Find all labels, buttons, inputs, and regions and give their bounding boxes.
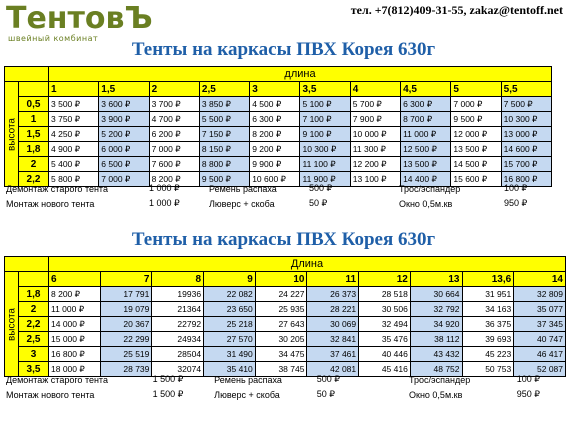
length-label: длина [49, 67, 552, 82]
price-cell: 21364 [152, 302, 204, 317]
extras-price: 100 ₽ [516, 374, 540, 384]
price-cell: 6 300 ₽ [401, 97, 451, 112]
price-cell: 25 218 [204, 317, 256, 332]
price-cell: 34 163 [462, 302, 514, 317]
price-cell: 40 747 [514, 332, 566, 347]
extras-label: Демонтаж старого тента [6, 374, 108, 385]
extras-label: Монтаж нового тента [6, 389, 95, 400]
row-height-label: 1,8 [19, 287, 49, 302]
column-header: 4 [350, 82, 400, 97]
price-cell: 42 081 [307, 362, 359, 377]
contact-info: тел. +7(812)409-31-55, zakaz@tentoff.net [350, 3, 563, 17]
extras-price: 950 ₽ [516, 389, 540, 399]
price-cell: 7 150 ₽ [199, 127, 249, 142]
column-header: 12 [359, 272, 411, 287]
row-height-label: 2,5 [19, 332, 49, 347]
column-header: 3,5 [300, 82, 350, 97]
price-cell: 22792 [152, 317, 204, 332]
extras-price: 950 ₽ [504, 198, 528, 208]
price-cell: 15 700 ₽ [501, 157, 551, 172]
extras-label: Трос/эспандер [399, 183, 461, 194]
price-cell: 26 373 [307, 287, 359, 302]
row-height-label: 3,5 [19, 362, 49, 377]
price-cell: 30 205 [255, 332, 307, 347]
table-row [5, 302, 566, 317]
price-cell: 38 745 [255, 362, 307, 377]
column-header: 1 [49, 82, 99, 97]
price-cell: 35 077 [514, 302, 566, 317]
table-row [5, 287, 566, 302]
price-cell: 8 150 ₽ [199, 142, 249, 157]
price-cell: 7 900 ₽ [350, 112, 400, 127]
extras-table-2 [4, 372, 566, 402]
price-cell: 7 100 ₽ [300, 112, 350, 127]
price-cell: 8 200 ₽ [149, 172, 199, 187]
price-cell: 3 850 ₽ [199, 97, 249, 112]
price-cell: 5 700 ₽ [350, 97, 400, 112]
price-cell: 14 500 ₽ [451, 157, 501, 172]
price-cell: 9 500 ₽ [451, 112, 501, 127]
price-cell: 48 752 [410, 362, 462, 377]
corner-cell [5, 257, 49, 272]
price-cell: 11 000 ₽ [49, 302, 101, 317]
price-cell: 31 951 [462, 287, 514, 302]
column-header: 9 [204, 272, 256, 287]
column-header: 4,5 [401, 82, 451, 97]
price-cell: 28 221 [307, 302, 359, 317]
extras-row [4, 196, 552, 211]
extras-row [4, 387, 566, 402]
price-cell: 11 000 ₽ [401, 127, 451, 142]
extras-price: 50 ₽ [316, 389, 335, 399]
price-cell: 20 367 [100, 317, 152, 332]
corner-cell [5, 67, 49, 82]
column-header-row [5, 82, 552, 97]
table-row [5, 157, 552, 172]
table-row [5, 97, 552, 112]
extras-label: Ремень распаха [214, 374, 282, 385]
column-header: 2 [149, 82, 199, 97]
row-height-label: 2 [19, 157, 49, 172]
header-blank [19, 272, 49, 287]
extras-table-1 [4, 181, 552, 211]
price-cell: 36 375 [462, 317, 514, 332]
section2-title: Тенты на каркасы ПВХ Корея 630г [131, 229, 436, 250]
logo-subtitle: швейный комбинат [8, 34, 99, 43]
price-cell: 19936 [152, 287, 204, 302]
price-cell: 38 112 [410, 332, 462, 347]
price-cell: 6 300 ₽ [250, 112, 300, 127]
price-cell: 5 500 ₽ [199, 112, 249, 127]
price-cell: 10 300 ₽ [501, 112, 551, 127]
company-logo [6, 2, 153, 43]
price-cell: 25 519 [100, 347, 152, 362]
price-cell: 40 446 [359, 347, 411, 362]
column-header: 3 [250, 82, 300, 97]
price-table-2 [4, 256, 566, 377]
extras-label: Окно 0,5м.кв [409, 389, 463, 400]
price-cell: 45 223 [462, 347, 514, 362]
price-cell: 27 570 [204, 332, 256, 347]
price-cell: 52 087 [514, 362, 566, 377]
column-header: 1,5 [99, 82, 149, 97]
price-cell: 9 900 ₽ [250, 157, 300, 172]
price-cell: 19 079 [100, 302, 152, 317]
price-cell: 32 494 [359, 317, 411, 332]
price-cell: 24934 [152, 332, 204, 347]
price-cell: 15 600 ₽ [451, 172, 501, 187]
column-header: 5,5 [501, 82, 551, 97]
extras-label: Монтаж нового тента [6, 198, 95, 209]
price-cell: 24 227 [255, 287, 307, 302]
price-cell: 10 000 ₽ [350, 127, 400, 142]
column-header: 13 [410, 272, 462, 287]
price-cell: 30 664 [410, 287, 462, 302]
extras-label: Люверс + скоба [209, 198, 275, 209]
price-cell: 22 082 [204, 287, 256, 302]
price-cell: 7 000 ₽ [99, 172, 149, 187]
extras-row [4, 181, 552, 196]
price-cell: 10 300 ₽ [300, 142, 350, 157]
price-cell: 5 800 ₽ [49, 172, 99, 187]
price-table-1 [4, 66, 552, 187]
column-header: 11 [307, 272, 359, 287]
price-cell: 11 900 ₽ [300, 172, 350, 187]
price-cell: 18 000 ₽ [49, 362, 101, 377]
price-cell: 35 410 [204, 362, 256, 377]
price-cell: 12 000 ₽ [451, 127, 501, 142]
table-row [5, 317, 566, 332]
length-label-row [5, 257, 566, 272]
price-cell: 30 506 [359, 302, 411, 317]
price-cell: 3 900 ₽ [99, 112, 149, 127]
height-label: высота [5, 272, 19, 377]
extras-label: Трос/эспандер [409, 374, 471, 385]
price-cell: 4 900 ₽ [49, 142, 99, 157]
row-height-label: 2,2 [19, 317, 49, 332]
logo-text: ТентовЪ [6, 1, 153, 36]
extras-price: 100 ₽ [504, 183, 528, 193]
price-cell: 16 800 ₽ [501, 172, 551, 187]
price-cell: 3 500 ₽ [49, 97, 99, 112]
extras-price: 50 ₽ [309, 198, 328, 208]
price-cell: 6 500 ₽ [99, 157, 149, 172]
price-cell: 14 600 ₽ [501, 142, 551, 157]
price-cell: 6 000 ₽ [99, 142, 149, 157]
price-cell: 46 417 [514, 347, 566, 362]
price-cell: 4 250 ₽ [49, 127, 99, 142]
price-cell: 8 800 ₽ [199, 157, 249, 172]
price-cell: 3 600 ₽ [99, 97, 149, 112]
extras-price: 1 500 ₽ [152, 374, 184, 384]
table-row [5, 347, 566, 362]
column-header: 8 [152, 272, 204, 287]
price-cell: 37 345 [514, 317, 566, 332]
price-cell: 3 750 ₽ [49, 112, 99, 127]
extras-price: 500 ₽ [316, 374, 340, 384]
price-cell: 45 416 [359, 362, 411, 377]
height-label: высота [5, 82, 19, 187]
table-row [5, 112, 552, 127]
price-cell: 15 000 ₽ [49, 332, 101, 347]
row-height-label: 1 [19, 112, 49, 127]
price-cell: 13 500 ₽ [401, 157, 451, 172]
price-cell: 4 500 ₽ [250, 97, 300, 112]
price-cell: 14 400 ₽ [401, 172, 451, 187]
row-height-label: 1,8 [19, 142, 49, 157]
price-cell: 43 432 [410, 347, 462, 362]
price-cell: 22 299 [100, 332, 152, 347]
length-label-row [5, 67, 552, 82]
price-cell: 37 461 [307, 347, 359, 362]
price-cell: 28 739 [100, 362, 152, 377]
row-height-label: 2 [19, 302, 49, 317]
price-cell: 5 100 ₽ [300, 97, 350, 112]
extras-price: 500 ₽ [309, 183, 333, 193]
extras-price: 1 000 ₽ [149, 183, 180, 193]
price-cell: 7 600 ₽ [149, 157, 199, 172]
price-cell: 7 000 ₽ [451, 97, 501, 112]
extras-label: Ремень распаха [209, 183, 277, 194]
price-cell: 32 792 [410, 302, 462, 317]
price-cell: 32074 [152, 362, 204, 377]
price-cell: 23 650 [204, 302, 256, 317]
column-header: 6 [49, 272, 101, 287]
price-cell: 7 500 ₽ [501, 97, 551, 112]
price-cell: 8 700 ₽ [401, 112, 451, 127]
row-height-label: 3 [19, 347, 49, 362]
price-cell: 4 700 ₽ [149, 112, 199, 127]
extras-price: 1 500 ₽ [152, 389, 184, 399]
column-header: 14 [514, 272, 566, 287]
price-cell: 6 200 ₽ [149, 127, 199, 142]
price-cell: 11 100 ₽ [300, 157, 350, 172]
column-header: 2,5 [199, 82, 249, 97]
extras-label: Окно 0,5м.кв [399, 198, 453, 209]
price-cell: 9 200 ₽ [250, 142, 300, 157]
price-cell: 34 475 [255, 347, 307, 362]
column-header: 10 [255, 272, 307, 287]
price-cell: 34 920 [410, 317, 462, 332]
price-cell: 28504 [152, 347, 204, 362]
price-cell: 32 841 [307, 332, 359, 347]
price-cell: 12 500 ₽ [401, 142, 451, 157]
row-height-label: 2,2 [19, 172, 49, 187]
price-cell: 50 753 [462, 362, 514, 377]
price-cell: 3 700 ₽ [149, 97, 199, 112]
price-cell: 28 518 [359, 287, 411, 302]
column-header: 13,6 [462, 272, 514, 287]
extras-label: Демонтаж старого тента [6, 183, 108, 194]
price-cell: 9 100 ₽ [300, 127, 350, 142]
extras-row [4, 372, 566, 387]
price-cell: 8 200 ₽ [49, 287, 101, 302]
price-cell: 13 100 ₽ [350, 172, 400, 187]
price-cell: 13 500 ₽ [451, 142, 501, 157]
price-cell: 35 476 [359, 332, 411, 347]
price-cell: 27 643 [255, 317, 307, 332]
price-cell: 12 200 ₽ [350, 157, 400, 172]
extras-label: Люверс + скоба [214, 389, 280, 400]
price-cell: 10 600 ₽ [250, 172, 300, 187]
price-cell: 14 000 ₽ [49, 317, 101, 332]
table-row [5, 127, 552, 142]
price-cell: 5 200 ₽ [99, 127, 149, 142]
price-cell: 5 400 ₽ [49, 157, 99, 172]
price-cell: 30 069 [307, 317, 359, 332]
price-cell: 8 200 ₽ [250, 127, 300, 142]
header-blank [19, 82, 49, 97]
price-cell: 32 809 [514, 287, 566, 302]
price-cell: 7 000 ₽ [149, 142, 199, 157]
column-header-row [5, 272, 566, 287]
price-cell: 17 791 [100, 287, 152, 302]
price-cell: 39 693 [462, 332, 514, 347]
column-header: 7 [100, 272, 152, 287]
price-cell: 16 800 ₽ [49, 347, 101, 362]
row-height-label: 0,5 [19, 97, 49, 112]
price-cell: 13 000 ₽ [501, 127, 551, 142]
table-row [5, 332, 566, 347]
price-cell: 9 500 ₽ [199, 172, 249, 187]
price-cell: 25 935 [255, 302, 307, 317]
extras-price: 1 000 ₽ [149, 198, 180, 208]
row-height-label: 1,5 [19, 127, 49, 142]
section1-title: Тенты на каркасы ПВХ Корея 630г [131, 39, 436, 60]
price-cell: 31 490 [204, 347, 256, 362]
column-header: 5 [451, 82, 501, 97]
table-row [5, 142, 552, 157]
length-label: Длина [49, 257, 566, 272]
price-cell: 11 300 ₽ [350, 142, 400, 157]
